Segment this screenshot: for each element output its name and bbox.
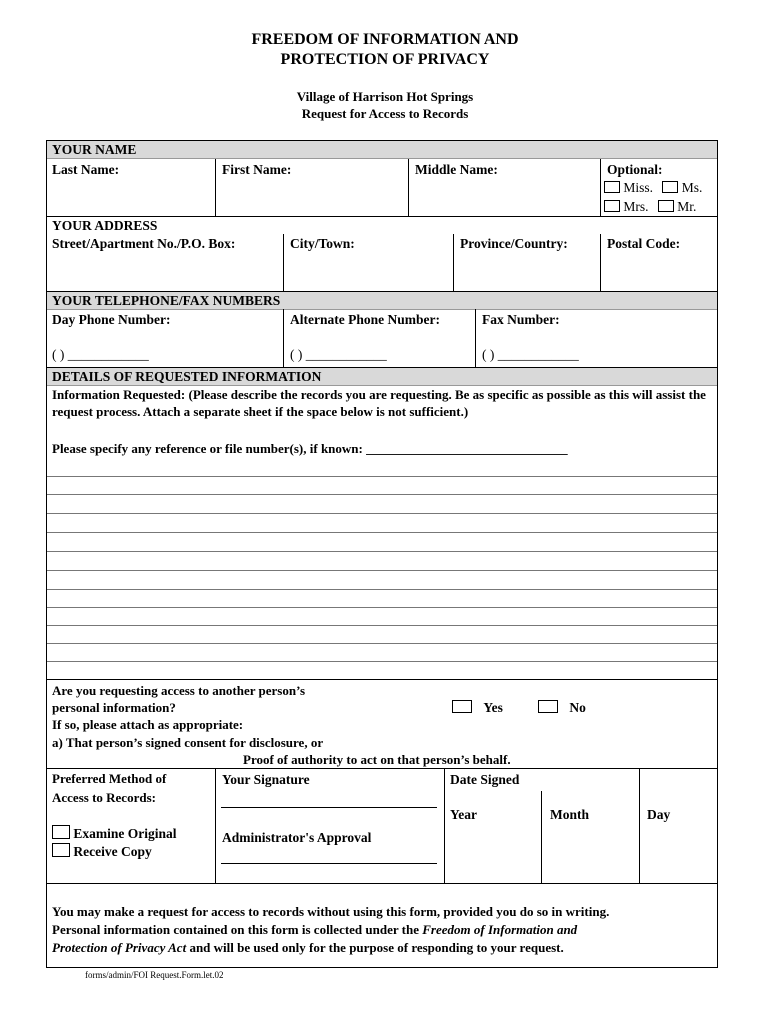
fax-field[interactable]: ( ) ____________ <box>482 347 579 362</box>
admin-approval-line[interactable] <box>221 863 437 864</box>
examine-original-checkbox[interactable] <box>52 825 70 839</box>
form-subtitle-line1: Village of Harrison Hot Springs <box>296 89 474 104</box>
yes-checkbox[interactable] <box>452 700 472 713</box>
optional-label: Optional: <box>607 162 663 177</box>
notice-line1: You may make a request for access to records without using this form, provided you do so in writing. <box>52 904 610 919</box>
notice-line3-text: and will be used only for the purpose of responding to your request. <box>186 940 564 955</box>
examine-original-label: Examine Original <box>73 826 177 841</box>
receive-copy-label: Receive Copy <box>73 844 152 859</box>
street-label: Street/Apartment No./P.O. Box: <box>52 236 236 251</box>
miss-checkbox[interactable] <box>604 181 620 193</box>
year-label[interactable]: Year <box>450 807 477 822</box>
preferred-method-line1: Preferred Method of <box>52 771 167 786</box>
fax-label: Fax Number: <box>482 312 560 327</box>
divider <box>47 768 717 769</box>
writing-line[interactable] <box>47 661 717 662</box>
receive-copy-checkbox[interactable] <box>52 843 70 857</box>
writing-line[interactable] <box>47 607 717 608</box>
divider <box>215 768 216 883</box>
divider <box>47 679 717 680</box>
section-header-phone: YOUR TELEPHONE/FAX NUMBERS <box>47 291 717 310</box>
alt-phone-field[interactable]: ( ) ____________ <box>290 347 387 362</box>
notice-line2-text: Personal information contained on this form is collected under the <box>52 922 423 937</box>
divider <box>600 159 601 216</box>
section-header-name: YOUR NAME <box>47 141 717 159</box>
no-label: No <box>569 700 586 715</box>
writing-line[interactable] <box>47 494 717 495</box>
section-header-details: DETAILS OF REQUESTED INFORMATION <box>47 367 717 386</box>
miss-label: Miss. <box>623 180 654 195</box>
yes-label: Yes <box>483 700 503 715</box>
province-label: Province/Country: <box>460 236 568 251</box>
notice-line2 <box>52 921 577 938</box>
writing-line[interactable] <box>47 589 717 590</box>
personal-info-question-line1: Are you requesting access to another person’s <box>52 683 306 698</box>
writing-line[interactable] <box>47 643 717 644</box>
writing-line[interactable] <box>47 532 717 533</box>
city-label: City/Town: <box>290 236 355 251</box>
date-signed-label: Date Signed <box>450 772 520 787</box>
form-subtitle-line2: Request for Access to Records <box>301 106 469 121</box>
mr-label: Mr. <box>677 199 697 214</box>
personal-info-question-line2: personal information? <box>52 700 176 715</box>
middle-name-label: Middle Name: <box>415 162 498 177</box>
mrs-label: Mrs. <box>623 199 649 214</box>
form-title-line1: FREEDOM OF INFORMATION AND <box>251 31 519 48</box>
divider <box>283 234 284 291</box>
form-code-footer: forms/admin/FOI Request.Form.let.02 <box>85 970 224 980</box>
mr-checkbox[interactable] <box>658 200 674 212</box>
last-name-label: Last Name: <box>52 162 120 177</box>
day-phone-label: Day Phone Number: <box>52 312 171 327</box>
divider <box>444 768 445 883</box>
signature-line[interactable] <box>221 807 437 808</box>
day-phone-field[interactable]: ( ) ____________ <box>52 347 149 362</box>
ms-label: Ms. <box>681 180 703 195</box>
mrs-checkbox[interactable] <box>604 200 620 212</box>
examine-original-option <box>52 825 177 842</box>
receive-copy-option <box>52 843 152 860</box>
act-name-part1: Freedom of Information and <box>422 922 578 937</box>
first-name-label: First Name: <box>222 162 292 177</box>
divider <box>215 159 216 216</box>
writing-line[interactable] <box>47 625 717 626</box>
reference-number-field[interactable]: Please specify any reference or file number(s), if known: _______________________________ <box>52 441 568 456</box>
option-a-text: a) That person’s signed consent for disclosure, or <box>52 735 324 750</box>
no-checkbox[interactable] <box>538 700 558 713</box>
month-label[interactable]: Month <box>550 807 590 822</box>
notice-line3 <box>52 939 564 956</box>
divider <box>639 768 640 883</box>
divider <box>453 234 454 291</box>
title-row-1 <box>604 179 702 196</box>
alt-phone-label: Alternate Phone Number: <box>290 312 440 327</box>
divider <box>408 159 409 216</box>
divider <box>475 309 476 367</box>
title-row-2 <box>604 198 696 215</box>
act-name-part2: Protection of Privacy Act <box>52 940 187 955</box>
preferred-method-line2: Access to Records: <box>52 790 156 805</box>
option-b-text: Proof of authority to act on that person’s behalf. <box>243 752 511 767</box>
your-signature-label: Your Signature <box>222 772 310 787</box>
admin-approval-label: Administrator's Approval <box>222 830 372 845</box>
no-option <box>538 699 586 716</box>
writing-line[interactable] <box>47 513 717 514</box>
attach-instruction: If so, please attach as appropriate: <box>52 717 244 732</box>
ms-checkbox[interactable] <box>662 181 678 193</box>
form-title-line2: PROTECTION OF PRIVACY <box>280 51 490 68</box>
postal-code-label: Postal Code: <box>607 236 681 251</box>
yes-option <box>452 699 503 716</box>
divider <box>283 309 284 367</box>
request-form <box>46 140 718 968</box>
writing-line[interactable] <box>47 476 717 477</box>
divider <box>600 234 601 291</box>
info-requested-text: Information Requested: (Please describe the records you are requesting. Be as specific as possible as this will assist the request process. Attach a separate sheet if the space below is not sufficient.) <box>52 387 706 419</box>
section-header-address: YOUR ADDRESS <box>47 217 717 234</box>
day-label[interactable]: Day <box>647 807 671 822</box>
writing-line[interactable] <box>47 551 717 552</box>
writing-line[interactable] <box>47 570 717 571</box>
divider <box>47 883 717 884</box>
divider <box>541 791 542 883</box>
